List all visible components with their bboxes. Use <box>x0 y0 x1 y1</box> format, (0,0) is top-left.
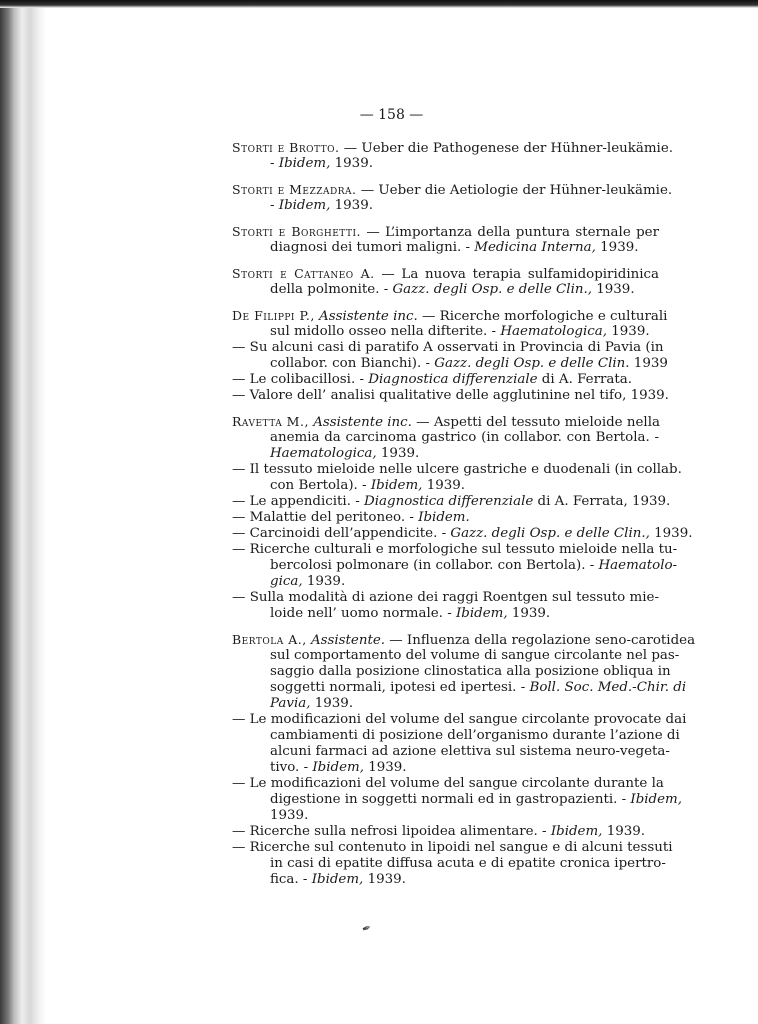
text-line <box>232 760 659 776</box>
italic-text: Ibidem, <box>311 872 364 887</box>
italic-text: Pavia, <box>270 696 311 711</box>
text: 1939. <box>302 574 346 589</box>
bibliography-entry <box>232 372 659 388</box>
text-line <box>232 856 666 872</box>
author-name: Storti e Cattaneo A. <box>232 266 375 281</box>
text-line <box>232 696 659 712</box>
italic-text: Assistente inc. <box>314 309 418 324</box>
text: fica. - <box>270 872 312 887</box>
author-name: Ravetta M., <box>232 414 309 429</box>
italic-text: Gazz. degli Osp. e delle Clin., <box>392 282 592 297</box>
text-line <box>232 648 680 664</box>
text-line <box>232 430 659 446</box>
ink-mark: ✒ <box>360 920 374 937</box>
text-line <box>232 414 659 430</box>
italic-text: Ibidem, <box>278 156 331 171</box>
bibliography-entry <box>232 526 693 542</box>
text: 1939. <box>363 760 407 775</box>
author-group <box>232 182 673 214</box>
text: in casi di epatite diffusa acuta e di epatite cronica ipertro- <box>270 856 666 871</box>
italic-text: Ibidem, <box>455 606 508 621</box>
author-group <box>232 308 669 404</box>
text-line <box>232 712 687 728</box>
bibliography-entry <box>232 712 687 776</box>
text: 1939. <box>310 696 354 711</box>
author-group <box>232 140 674 172</box>
bibliography-entry <box>232 266 659 298</box>
text: — Ricerche morfologiche e culturali <box>417 309 668 324</box>
text-line <box>232 510 659 526</box>
text: 1939. <box>270 808 309 823</box>
text: anemia da carcinoma gastrico (in collabor. con Bertola. - <box>270 430 659 445</box>
italic-text: Ibidem, <box>278 198 331 213</box>
text-line <box>232 542 678 558</box>
text-line <box>232 266 659 282</box>
text-line <box>232 446 659 462</box>
text: — Le colibacillosi. - <box>232 372 369 387</box>
text-line <box>232 224 659 240</box>
text: — Aspetti del tessuto mieloide nella <box>411 415 660 430</box>
text: 1939. <box>607 324 650 339</box>
page-number: — 158 — <box>359 107 424 123</box>
text: — Sulla modalità di azione dei raggi Roentgen sul tessuto mie- <box>232 590 659 605</box>
bibliography-entry <box>232 414 659 462</box>
text: loide nell’ uomo normale. - <box>270 606 456 621</box>
text-line <box>232 632 696 648</box>
text: 1939. <box>422 478 466 493</box>
bibliography-list <box>232 140 696 898</box>
text: della polmonite. - <box>270 282 393 297</box>
bibliography-entry <box>232 340 668 372</box>
text: — Le modificazioni del volume del sangue circolante durante la <box>232 776 664 791</box>
italic-text: Gazz. degli Osp. e delle Clin., <box>450 526 650 541</box>
italic-text: Haematolo- <box>598 558 678 573</box>
text-line <box>232 728 680 744</box>
bibliography-entry <box>232 224 659 256</box>
text: — Valore dell’ analisi qualitative delle agglutinine nel tifo, 1939. <box>232 388 669 403</box>
text-line <box>232 282 659 298</box>
text: sul midollo osseo nella difterite. - <box>270 324 501 339</box>
book-binding-edge <box>0 0 46 1024</box>
italic-text: Ibidem, <box>630 792 683 807</box>
text: — Influenza della regolazione seno-carotidea <box>385 633 696 648</box>
text: 1939. <box>363 872 406 887</box>
italic-text: Assistente. <box>306 633 386 648</box>
bibliography-entry <box>232 308 668 340</box>
text-line <box>232 462 682 478</box>
text-line <box>232 840 673 856</box>
text-line <box>232 792 683 808</box>
text: - <box>270 198 279 213</box>
text: tivo. - <box>270 760 313 775</box>
author-group <box>232 266 659 298</box>
text: — Le modificazioni del volume del sangue circolante provocate dai <box>232 712 687 727</box>
text: — Ueber die Pathogenese der Hühner-leukämie. <box>339 141 674 156</box>
text-line <box>232 808 659 824</box>
italic-text: Haematologica, <box>500 324 607 339</box>
text: 1939. <box>591 282 635 297</box>
scan-top-edge <box>0 0 758 8</box>
text: di A. Ferrata, 1939. <box>533 494 671 509</box>
text: 1939. <box>649 526 693 541</box>
italic-text: Boll. Soc. Med.-Chir. di <box>529 680 687 695</box>
text: 1939. <box>602 824 646 839</box>
text: digestione in soggetti normali ed in gastropazienti. - <box>270 792 631 807</box>
italic-text: Ibidem, <box>370 478 423 493</box>
italic-text: Ibidem, <box>312 760 364 775</box>
text-line <box>232 140 674 156</box>
text: 1939. <box>376 446 420 461</box>
author-group <box>232 224 659 256</box>
text: saggio dalla posizione clinostatica alla posizione obliqua in <box>270 664 671 679</box>
text: collabor. con Bianchi). - <box>270 356 435 371</box>
text: 1939 <box>629 356 668 371</box>
text-line <box>232 776 664 792</box>
text: con Bertola). - <box>270 478 371 493</box>
text-line <box>232 478 659 494</box>
author-name: Storti e Mezzadra. <box>232 182 357 197</box>
bibliography-entry <box>232 510 659 526</box>
author-name: Storti e Borghetti. <box>232 224 361 239</box>
text: di A. Ferrata. <box>537 372 632 387</box>
italic-text: Diagnostica differenziale <box>368 372 538 387</box>
bibliography-entry <box>232 462 682 494</box>
bibliography-entry <box>232 840 673 888</box>
text: bercolosi polmonare (in collabor. con Bertola). - <box>270 558 599 573</box>
text: — Le appendiciti. - <box>232 494 364 509</box>
text: — Ueber die Aetiologie der Hühner-leukämie. <box>356 183 673 198</box>
italic-text: Ibidem. <box>418 510 470 525</box>
text: — Il tessuto mieloide nelle ulcere gastriche e duodenali (in collab. <box>232 462 682 477</box>
text-line <box>232 574 659 590</box>
text-line <box>232 558 678 574</box>
author-group <box>232 632 696 888</box>
text: — Ricerche sulla nefrosi lipoidea alimentare. - <box>232 824 551 839</box>
text: 1939. <box>595 240 639 255</box>
text: — Su alcuni casi di paratifo A osservati in Provincia di Pavia (in <box>232 340 664 355</box>
author-name: De Filippi P., <box>232 308 315 323</box>
text-line <box>232 590 659 606</box>
bibliography-entry <box>232 140 674 172</box>
text: — Ricerche culturali e morfologiche sul tessuto mieloide nella tu- <box>232 542 678 557</box>
text-line <box>232 664 671 680</box>
italic-text: Medicina Interna, <box>474 240 596 255</box>
italic-text: Assistente inc. <box>308 415 412 430</box>
text-line <box>232 494 671 510</box>
italic-text: gica, <box>270 574 303 589</box>
bibliography-entry <box>232 542 678 590</box>
author-group <box>232 414 693 622</box>
text: — Malattie del peritoneo. - <box>232 510 419 525</box>
text: - <box>270 156 279 171</box>
text: 1939. <box>330 198 373 213</box>
italic-text: Ibidem, <box>550 824 603 839</box>
text-line <box>232 872 659 888</box>
bibliography-entry <box>232 182 673 214</box>
text-line <box>232 324 659 340</box>
text-line <box>232 182 673 198</box>
text: — Ricerche sul contenuto in lipoidi nel sangue e di alcuni tessuti <box>232 840 673 855</box>
italic-text: Haematologica, <box>270 446 377 461</box>
text-line <box>232 526 693 542</box>
text: 1939. <box>507 606 551 621</box>
text-line <box>232 198 659 214</box>
text: — Carcinoidi dell’appendicite. - <box>232 526 451 541</box>
bibliography-entry <box>232 590 659 622</box>
text: 1939. <box>330 156 373 171</box>
text: diagnosi dei tumori maligni. - <box>270 240 475 255</box>
text: — L’importanza della puntura sternale per <box>360 225 659 240</box>
bibliography-entry <box>232 776 683 824</box>
text-line <box>232 606 659 622</box>
text-line <box>232 240 659 256</box>
text: cambiamenti di posizione dell’organismo durante l’azione di <box>270 728 680 743</box>
text: sul comportamento del volume di sangue circolante nel pas- <box>270 648 680 663</box>
author-name: Storti e Brotto. <box>232 140 340 155</box>
text-line <box>232 680 687 696</box>
text-line <box>232 156 659 172</box>
bibliography-entry <box>232 388 669 404</box>
text-line <box>232 372 659 388</box>
text-line <box>232 744 670 760</box>
text-line <box>232 356 668 372</box>
author-name: Bertola A., <box>232 632 307 647</box>
text: alcuni farmaci ad azione elettiva sul sistema neuro-vegeta- <box>270 744 670 759</box>
bibliography-entry <box>232 824 659 840</box>
text: soggetti normali, ipotesi ed ipertesi. - <box>270 680 530 695</box>
text: — La nuova terapia sulfamidopiridinica <box>374 267 659 282</box>
text-line <box>232 308 668 324</box>
text-line <box>232 388 669 404</box>
text-line <box>232 340 664 356</box>
italic-text: Diagnostica differenziale <box>364 494 534 509</box>
italic-text: Gazz. degli Osp. e delle Clin. <box>434 356 630 371</box>
bibliography-entry <box>232 494 671 510</box>
bibliography-entry <box>232 632 696 712</box>
text-line <box>232 824 659 840</box>
